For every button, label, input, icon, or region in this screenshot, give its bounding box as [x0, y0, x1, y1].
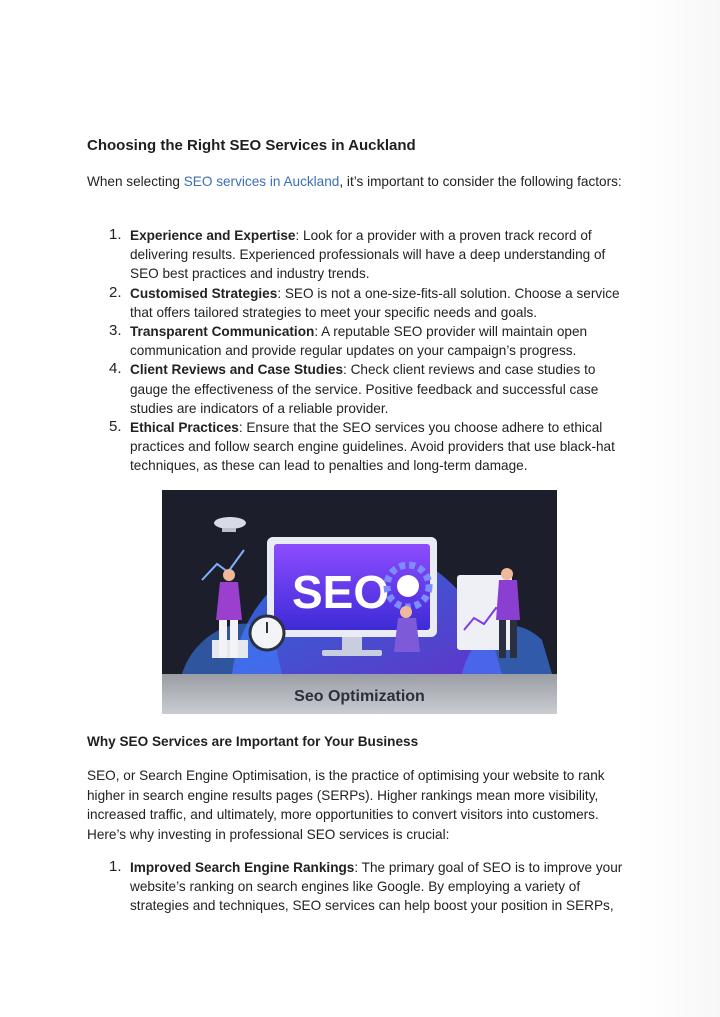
list-item	[87, 284, 635, 322]
person-right-leg	[510, 620, 517, 658]
seo-illustration-image	[162, 490, 557, 714]
list-item-term: Client Reviews and Case Studies	[130, 362, 344, 378]
person-left-head	[223, 569, 235, 581]
list-item	[87, 322, 635, 360]
list-number: 5.	[109, 418, 122, 436]
list-number: 1.	[109, 226, 122, 243]
list-item-text: : Look for a provider with a proven track record of delivering results. Experienced professionals will have a deep understanding of SEO best practices and industry trends.	[130, 228, 606, 282]
person-mid-head	[400, 606, 412, 618]
monitor-base	[322, 650, 382, 656]
screen-seo-text: SEO	[292, 566, 390, 618]
monitor-stand	[342, 637, 362, 651]
trend-line-icon	[202, 550, 244, 580]
list-item-term: Ethical Practices	[130, 420, 239, 436]
seo-services-auckland-link[interactable]: SEO services in Auckland	[183, 174, 340, 189]
page-edge-shadow	[638, 0, 720, 1017]
factors-list	[87, 226, 635, 476]
person-right-body	[496, 580, 520, 620]
intro-paragraph	[87, 172, 632, 192]
blimp-gondola	[222, 528, 236, 532]
why-paragraph: SEO, or Search Engine Optimisation, is the practice of optimising your website to rank higher in search engine results pages (SERPs). Higher rankings mean more visibility, increased traffic, and ultimately, more opportunities to convert visitors into customers. Here’s why investing in professional SEO services is crucial:	[87, 768, 605, 842]
list-item-term: Transparent Communication	[130, 324, 315, 340]
list-item-text: : Ensure that the SEO services you choose adhere to ethical practices and follow search engine guidelines. Avoid providers that use black-hat techniques, as these can lead to penalties and long-term damage.	[130, 420, 615, 474]
list-number: 3.	[109, 322, 122, 340]
list-item-text: : SEO is not a one-size-fits-all solution. Choose a service that offers tailored strategies to meet your specific needs and goals.	[130, 285, 620, 320]
list-item-term: Experience and Expertise	[130, 228, 296, 243]
list-item	[87, 360, 635, 418]
list-item	[87, 418, 635, 476]
list-item-text: : Check client reviews and case studies to gauge the effectiveness of the service. Positive feedback and successful case studies are indicators of a reliable provider.	[130, 362, 599, 416]
list-item-term: Improved Search Engine Rankings	[130, 860, 355, 875]
section-title-why: Why SEO Services are Important for Your Business	[87, 734, 419, 749]
list-item-text: : A reputable SEO provider will maintain open communication and provide regular updates on your campaign’s progress.	[130, 324, 588, 359]
image-caption-bar	[162, 674, 557, 714]
list-item	[87, 858, 635, 916]
list-number: 2.	[109, 283, 122, 301]
person-mid-body	[394, 618, 420, 652]
blimp-icon	[214, 517, 246, 529]
list-number: 4.	[109, 360, 122, 378]
list-number: 1.	[109, 858, 122, 875]
benefits-list	[87, 858, 635, 916]
person-right-leg	[499, 620, 506, 658]
person-left-leg	[219, 620, 227, 658]
list-item	[87, 226, 635, 284]
list-item-term: Customised Strategies	[130, 285, 278, 301]
list-item-text: : The primary goal of SEO is to improve your website’s ranking on search engines like Google. By employing a variety of strategies and techniques, SEO services can help boost your position in SERPs,	[130, 860, 623, 914]
person-left-body	[216, 582, 242, 620]
section-title-choosing: Choosing the Right SEO Services in Auckland	[87, 137, 416, 154]
intro-text-before: When selecting	[87, 174, 184, 189]
gear-center	[397, 575, 419, 597]
person-right-head	[501, 568, 513, 580]
intro-text-after: , it’s important to consider the following factors:	[339, 174, 622, 189]
image-caption: Seo Optimization	[294, 688, 425, 705]
person-left-leg	[230, 620, 238, 658]
